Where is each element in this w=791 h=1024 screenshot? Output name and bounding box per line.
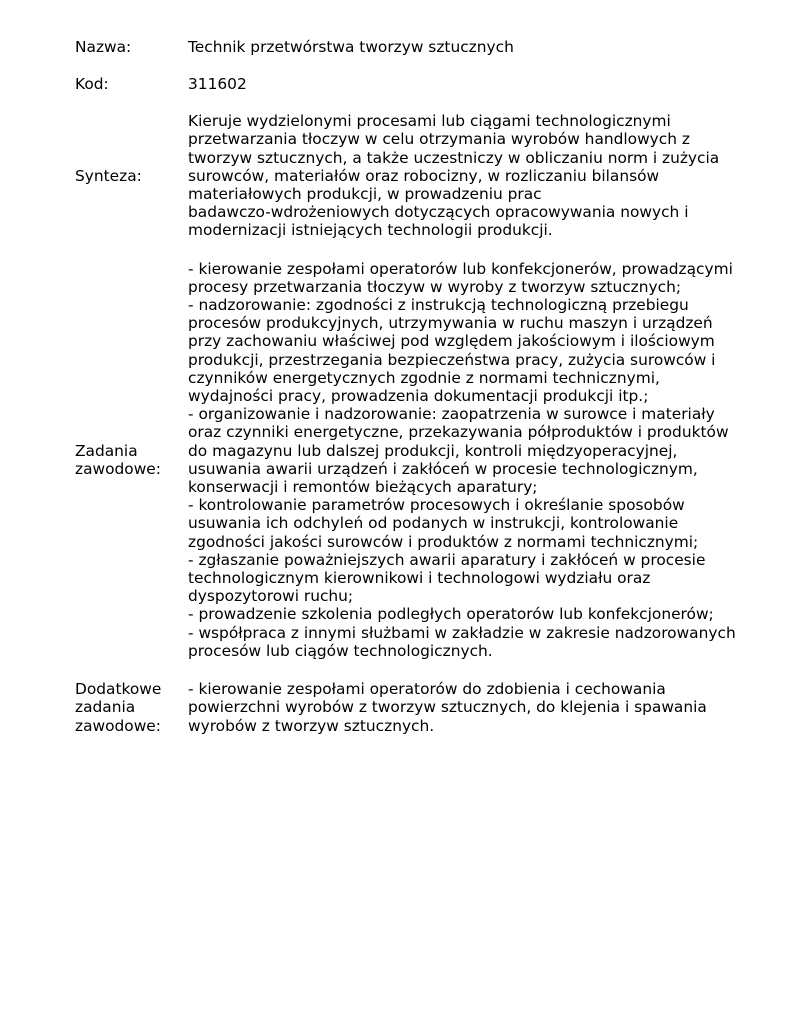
synteza-row [75, 112, 755, 239]
code-row [75, 75, 755, 93]
synteza-label: Synteza: [75, 166, 142, 185]
zadania-value: - kierowanie zespołami operatorów lub konfekcjonerów, prowadzącymi procesy przetwarzania tłoczyw w wyroby z tworzyw sztucznych; - nadzorowanie: zgodności z instrukcją technologiczną przebiegu procesów produkcyjnych, utrzymywania w ruchu maszyn i urządzeń przy zachowaniu właściwej pod względem jakościowym i ilościowym produkcji, przestrzegania bezpieczeństwa pracy, zużycia surowców i czynników energetycznych zgodnie z normami technicznymi, wydajności pracy, prowadzenia dokumentacji produkcji itp.; - organizowanie i nadzorowanie: zaopatrzenia w surowce i materiały oraz czynniki energetyczne, przekazywania półproduktów i produktów do magazynu lub dalszej produkcji, kontroli międzyoperacyjnej, usuwania awarii urządzeń i zakłóceń w procesie technologicznym, konserwacji i remontów bieżących aparatury; - kontrolowanie parametrów procesowych i określanie sposobów usuwania ich odchyleń od podanych w instrukcji, kontrolowanie zgodności jakości surowców i produktów z normami technicznymi; - zgłaszanie poważniejszych awarii aparatury i zakłóceń w procesie technologicznym kierownikowi i technologowi wydziału oraz dyspozytorowi ruchu; - prowadzenie szkolenia podległych operatorów lub konfekcjonerów; - współpraca z innymi służbami w zakładzie w zakresie nadzorowanych procesów lub ciągów technologicznych. [188, 259, 736, 660]
zadania-row [75, 260, 755, 660]
occupation-description [75, 38, 755, 735]
name-value: Technik przetwórstwa tworzyw sztucznych [188, 38, 514, 56]
dodatkowe-value: - kierowanie zespołami operatorów do zdobienia i cechowania powierzchni wyrobów z tworzyw sztucznych, do klejenia i spawania wyrobów z tworzyw sztucznych. [188, 680, 707, 735]
name-label: Nazwa: [75, 38, 132, 56]
code-label: Kod: [75, 74, 109, 93]
dodatkowe-row [75, 680, 755, 735]
code-value: 311602 [188, 74, 247, 93]
synteza-value: Kieruje wydzielonymi procesami lub ciągami technologicznymi przetwarzania tłoczyw w celu otrzymania wyrobów handlowych z tworzyw sztucznych, a także uczestniczy w obliczaniu norm i zużycia surowców, materiałów oraz robocizny, w rozliczaniu bilansów materiałowych produkcji, w prowadzeniu prac badawczo-wdrożeniowych dotyczących opracowywania nowych i modernizacji istniejących technologii produkcji. [188, 112, 720, 240]
zadania-label: Zadania zawodowe: [75, 441, 161, 478]
dodatkowe-label: Dodatkowe zadania zawodowe: [75, 680, 162, 735]
name-row [75, 38, 755, 56]
